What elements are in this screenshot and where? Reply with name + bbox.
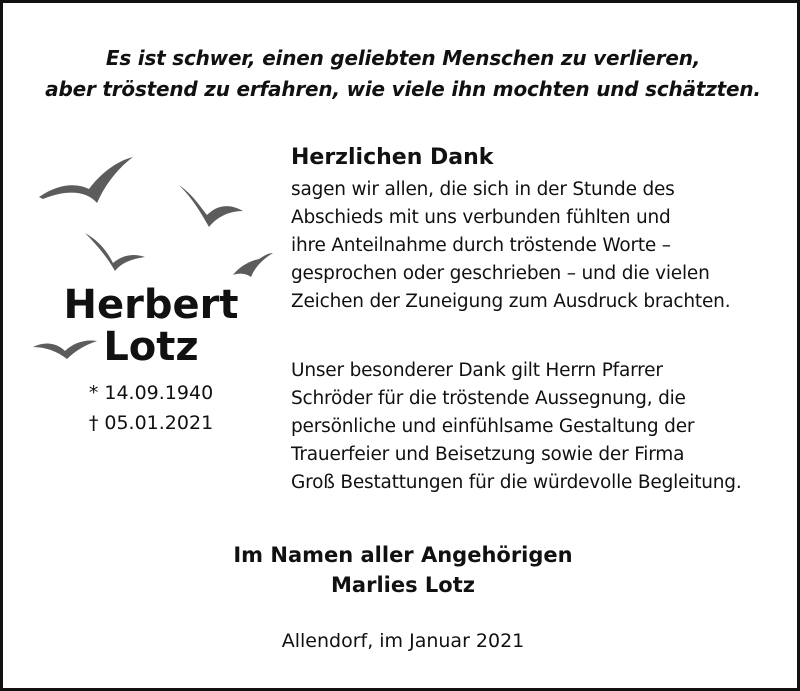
text-line: Zeichen der Zuneigung zum Ausdruck brachten. [291, 291, 731, 312]
birth-date: * 14.09.1940 [88, 382, 214, 404]
quote-line-2: aber tröstend zu erfahren, wie viele ihn mochten und schätzten. [45, 77, 761, 101]
text-line: Abschieds mit uns verbunden fühlten und [291, 207, 671, 228]
bird-4-icon [233, 253, 273, 277]
opening-quote [3, 43, 800, 105]
text-line: Schröder für die tröstende Aussegnung, die [291, 388, 686, 409]
text-line: gesprochen oder geschrieben – und die vielen [291, 263, 710, 284]
bird-3-icon [85, 233, 145, 271]
text-line: sagen wir allen, die sich in der Stunde des [291, 179, 675, 200]
text-line: Trauerfeier und Beisetzung sowie der Firma [291, 444, 685, 465]
bird-2-icon [179, 185, 243, 227]
text-line: ihre Anteilnahme durch tröstende Worte – [291, 235, 671, 256]
text-line: Unser besonderer Dank gilt Herrn Pfarrer [291, 360, 663, 381]
thanks-title: Herzlichen Dank [291, 145, 494, 170]
place-and-date: Allendorf, im Januar 2021 [281, 630, 525, 652]
thanks-paragraph-1 [291, 176, 781, 316]
bird-1-icon [39, 157, 133, 203]
text-line: Groß Bestattungen für die würdevolle Begleitung. [291, 472, 742, 493]
signature-line-1: Im Namen aller Angehörigen [233, 543, 573, 567]
thanks-paragraph-2 [291, 357, 781, 497]
deceased-first-name: Herbert [63, 282, 239, 328]
text-line: persönliche und einfühlsame Gestaltung der [291, 416, 695, 437]
quote-line-1: Es ist schwer, einen geliebten Menschen zu verlieren, [105, 46, 701, 70]
death-date: † 05.01.2021 [88, 412, 214, 434]
deceased-last-name: Lotz [103, 324, 199, 370]
signature-name: Marlies Lotz [331, 573, 475, 597]
